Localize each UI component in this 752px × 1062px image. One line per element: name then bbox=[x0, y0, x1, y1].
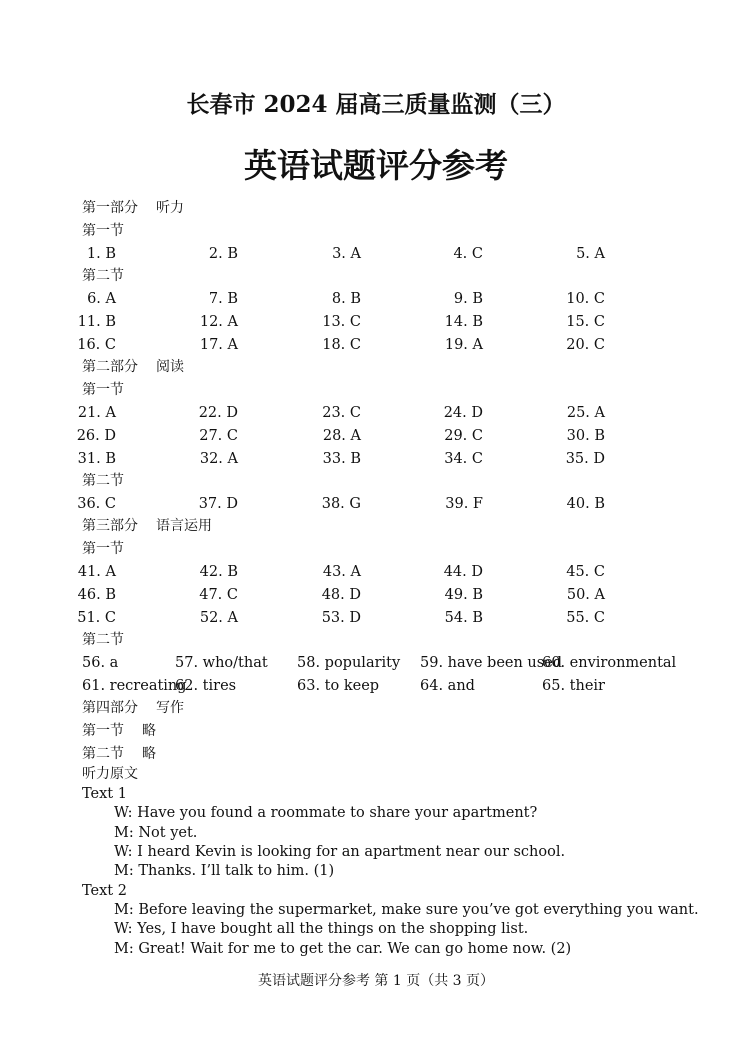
answer-cell: 16. C bbox=[77, 337, 116, 353]
answer-cell: 9. B bbox=[453, 291, 483, 307]
section-label: 第一节 bbox=[82, 723, 124, 739]
part4-section1 bbox=[82, 720, 156, 742]
answer-cell: 61. recreating bbox=[82, 678, 187, 694]
answer-row bbox=[0, 243, 752, 265]
text-label: Text 2 bbox=[82, 883, 127, 899]
page-footer: 英语试题评分参考 第 1 页（共 3 页） bbox=[257, 973, 495, 989]
part-name: 语言运用 bbox=[156, 518, 212, 534]
section-note: 略 bbox=[142, 723, 156, 739]
answer-cell: 62. tires bbox=[175, 678, 237, 694]
answer-cell: 43. A bbox=[322, 564, 361, 580]
answer-cell: 4. C bbox=[453, 246, 483, 262]
part-label: 第二部分 bbox=[82, 359, 138, 375]
text-label: Text 1 bbox=[82, 786, 127, 802]
answer-cell: 49. B bbox=[444, 587, 483, 603]
answer-cell: 8. B bbox=[331, 291, 361, 307]
answer-cell: 37. D bbox=[198, 496, 238, 512]
answer-cell: 23. C bbox=[322, 405, 361, 421]
part1-heading bbox=[82, 197, 184, 219]
answer-cell: 24. D bbox=[443, 405, 483, 421]
answer-cell: 38. G bbox=[321, 496, 361, 512]
dialogue-line: M: Great! Wait for me to get the car. We can go home now. (2) bbox=[114, 941, 572, 957]
part-label: 第一部分 bbox=[82, 200, 138, 216]
part-name: 写作 bbox=[156, 700, 184, 716]
answer-row bbox=[0, 402, 752, 424]
answer-row bbox=[0, 652, 752, 674]
answer-cell: 50. A bbox=[566, 587, 605, 603]
answer-cell: 26. D bbox=[76, 428, 116, 444]
answer-cell: 29. C bbox=[444, 428, 483, 444]
answer-cell: 60. environmental bbox=[542, 655, 677, 671]
answer-cell: 36. C bbox=[77, 496, 116, 512]
part2-section1-label: 第一节 bbox=[82, 382, 124, 398]
part2-section2-label: 第二节 bbox=[82, 473, 124, 489]
answer-cell: 21. A bbox=[77, 405, 116, 421]
answer-row bbox=[0, 584, 752, 606]
answer-row bbox=[0, 288, 752, 310]
part2-heading bbox=[82, 356, 184, 378]
answer-cell: 53. D bbox=[321, 610, 361, 626]
part3-section2-label: 第二节 bbox=[82, 632, 124, 648]
answer-cell: 3. A bbox=[332, 246, 361, 262]
document-title: 英语试题评分参考 bbox=[244, 146, 508, 185]
answer-row bbox=[0, 607, 752, 629]
answer-cell: 12. A bbox=[199, 314, 238, 330]
answer-cell: 32. A bbox=[199, 451, 238, 467]
answer-cell: 30. B bbox=[566, 428, 605, 444]
answer-cell: 48. D bbox=[321, 587, 361, 603]
answer-row bbox=[0, 425, 752, 447]
answer-cell: 57. who/that bbox=[175, 655, 268, 671]
dialogue-line: M: Before leaving the supermarket, make sure you’ve got everything you want. bbox=[114, 902, 699, 918]
part3-heading bbox=[82, 515, 212, 537]
answer-cell: 44. D bbox=[443, 564, 483, 580]
answer-cell: 14. B bbox=[444, 314, 483, 330]
answer-cell: 7. B bbox=[208, 291, 238, 307]
answer-row bbox=[0, 448, 752, 470]
answer-cell: 46. B bbox=[77, 587, 116, 603]
answer-row bbox=[0, 334, 752, 356]
answer-cell: 59. have been used bbox=[420, 655, 563, 671]
answer-cell: 15. C bbox=[566, 314, 605, 330]
part-label: 第三部分 bbox=[82, 518, 138, 534]
answer-cell: 28. A bbox=[322, 428, 361, 444]
dialogue-line: W: Have you found a roommate to share your apartment? bbox=[114, 805, 538, 821]
part1-section2-label: 第二节 bbox=[82, 268, 124, 284]
answer-cell: 22. D bbox=[198, 405, 238, 421]
answer-cell: 1. B bbox=[86, 246, 116, 262]
answer-row bbox=[0, 311, 752, 333]
answer-cell: 19. A bbox=[444, 337, 483, 353]
part-name: 阅读 bbox=[156, 359, 184, 375]
dialogue-line: W: I heard Kevin is looking for an apartment near our school. bbox=[114, 844, 566, 860]
dialogue-line: M: Not yet. bbox=[114, 825, 198, 841]
answer-cell: 63. to keep bbox=[297, 678, 380, 694]
answer-cell: 13. C bbox=[322, 314, 361, 330]
answer-row bbox=[0, 675, 752, 697]
part-label: 第四部分 bbox=[82, 700, 138, 716]
answer-cell: 2. B bbox=[208, 246, 238, 262]
answer-cell: 39. F bbox=[445, 496, 483, 512]
answer-cell: 42. B bbox=[199, 564, 238, 580]
part1-section1-label: 第一节 bbox=[82, 223, 124, 239]
section-label: 第二节 bbox=[82, 746, 124, 762]
part3-section1-label: 第一节 bbox=[82, 541, 124, 557]
answer-cell: 65. their bbox=[542, 678, 605, 694]
answer-cell: 45. C bbox=[566, 564, 605, 580]
answer-cell: 31. B bbox=[77, 451, 116, 467]
answer-cell: 25. A bbox=[566, 405, 605, 421]
answer-cell: 34. C bbox=[444, 451, 483, 467]
answer-cell: 6. A bbox=[87, 291, 116, 307]
answer-cell: 27. C bbox=[199, 428, 238, 444]
dialogue-line: M: Thanks. I’ll talk to him. (1) bbox=[114, 863, 335, 879]
answer-cell: 10. C bbox=[566, 291, 605, 307]
answer-cell: 5. A bbox=[576, 246, 605, 262]
transcript-heading: 听力原文 bbox=[82, 766, 138, 782]
answer-cell: 41. A bbox=[77, 564, 116, 580]
answer-cell: 11. B bbox=[77, 314, 116, 330]
part4-heading bbox=[82, 697, 184, 719]
answer-cell: 17. A bbox=[199, 337, 238, 353]
part4-section2 bbox=[82, 743, 156, 765]
answer-cell: 47. C bbox=[199, 587, 238, 603]
answer-cell: 64. and bbox=[420, 678, 475, 694]
section-note: 略 bbox=[142, 746, 156, 762]
answer-row bbox=[0, 493, 752, 515]
answer-row bbox=[0, 561, 752, 583]
answer-cell: 55. C bbox=[566, 610, 605, 626]
answer-cell: 58. popularity bbox=[297, 655, 401, 671]
answer-cell: 51. C bbox=[77, 610, 116, 626]
answer-cell: 52. A bbox=[199, 610, 238, 626]
answer-cell: 20. C bbox=[566, 337, 605, 353]
answer-cell: 33. B bbox=[322, 451, 361, 467]
answer-cell: 40. B bbox=[566, 496, 605, 512]
exam-title: 长春市 2024 届高三质量监测（三） bbox=[186, 91, 566, 118]
answer-cell: 56. a bbox=[82, 655, 119, 671]
part-name: 听力 bbox=[156, 200, 184, 216]
answer-cell: 18. C bbox=[322, 337, 361, 353]
answer-cell: 54. B bbox=[444, 610, 483, 626]
dialogue-line: W: Yes, I have bought all the things on the shopping list. bbox=[114, 921, 529, 937]
answer-cell: 35. D bbox=[565, 451, 605, 467]
